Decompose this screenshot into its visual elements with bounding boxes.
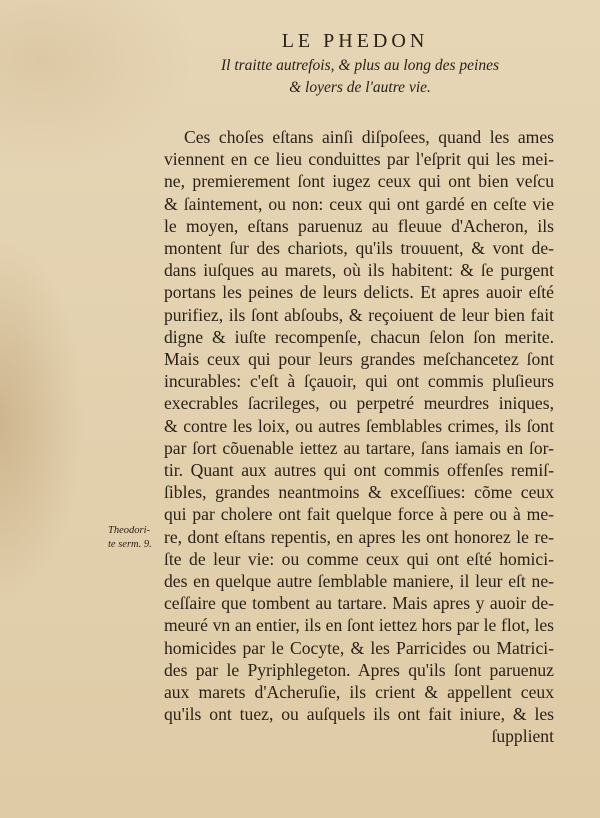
text-line: viennent en ce lieu conduittes par l'eſprit qui les mei- [164,149,554,170]
text-line: par ſort cõuenable iettez au tartare, ſans iamais en ſor- [164,437,554,458]
summary-line: Il traitte autrefois, & plus au long des peines [221,57,499,74]
catchword: ſupplient [491,726,554,747]
text-line: qu'ils ont tuez, ou auſquels ils ont fait iniure, & les [164,704,554,725]
text-line: Mais ceux qui pour leurs grandes meſchancetez ſont [164,349,554,370]
marginal-note-line: te serm. 9. [108,539,152,550]
text-line: ſte de leur vie: ou comme ceux qui ont eſté homici- [164,548,554,569]
text-line: montent ſur des chariots, qu'ils trouuent, & vont de- [164,238,554,259]
text-line: purifiez, ils ſont abſoubs, & reçoiuent de leur bien fait [164,304,554,325]
text-line: digne & iuſte recompenſe, chacun ſelon ſon merite. [164,326,554,347]
text-line: ceſſaire que tombent au tartare. Mais apres y auoir de- [164,593,554,614]
text-line: ſibles, grandes neantmoins & exceſſiues: cõme ceux [164,482,554,503]
text-line: homicides par le Cocyte, & les Parricides ou Matrici- [164,637,554,658]
body-text [164,126,554,748]
text-line: aux marets d'Acheruſie, ils crient & appellent ceux [164,682,554,703]
text-line: dans iuſques au marets, où ils habitent: & ſe purgent [164,260,554,281]
text-line: le moyen, eſtans paruenuz au fleuue d'Acheron, ils [164,215,554,236]
text-line: tir. Quant aux autres qui ont commis offenſes remiſ- [164,460,554,481]
summary-line: & loyers de l'autre vie. [289,79,431,96]
text-line: execrables ſacrileges, ou perpetré meurdres iniques, [164,393,554,414]
page-title: LE PHEDON [281,30,429,52]
marginal-note [108,524,164,552]
text-line: des par le Pyriphlegeton. Apres qu'ils ſont paruenuz [164,659,554,680]
text-line: incurables: c'eſt à ſçauoir, qui ont commis pluſieurs [164,371,554,392]
text-line: & contre les loix, ou autres ſemblables crimes, ils ſont [164,415,554,436]
marginal-note-line: Theodori- [108,525,150,536]
text-line: ne, premierement ſont iugez ceux qui ont bien veſcu [164,171,554,192]
text-line: meuré vn an entier, ils en ſont iettez hors par le flot, les [164,615,554,636]
chapter-summary [200,55,520,99]
running-head [0,30,600,53]
text-line: & ſaintement, ou non: ceux qui ont gardé en ceſte vie [164,193,554,214]
text-line: qui par cholere ont fait quelque force à pere ou à me- [164,504,554,525]
text-line: portans les peines de leurs delicts. Et apres auoir eſté [164,282,554,303]
text-line: Ces choſes eſtans ainſi diſpoſees, quand les ames [184,127,554,147]
text-line: des en quelque autre ſemblable maniere, il leur eſt ne- [164,571,554,592]
text-line: re, dont eſtans repentis, en apres les ont honorez le re- [164,526,554,547]
